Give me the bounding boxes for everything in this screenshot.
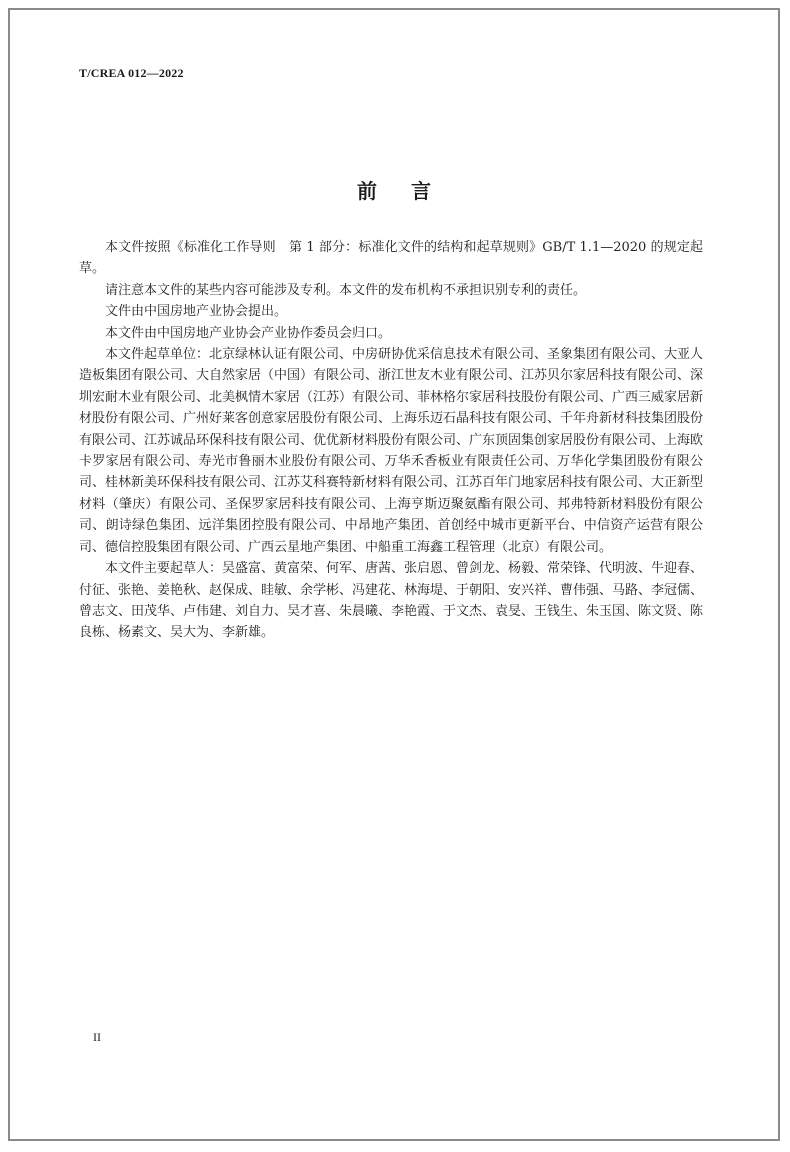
paragraph-drafting-rules: 本文件按照《标准化工作导则 第 1 部分：标准化文件的结构和起草规则》GB/T 1.1—2020 的规定起草。 bbox=[79, 240, 703, 277]
document-page bbox=[8, 8, 780, 1141]
section-title: 前言 bbox=[357, 179, 465, 203]
paragraph-drafters: 本文件主要起草人：吴盛富、黄富荣、何军、唐茜、张启恩、曾剑龙、杨毅、常荣锋、代明波、牛迎春、付征、张艳、姜艳秋、赵保成、眭敏、余学彬、冯建花、林海堤、于朝阳、安兴祥、曹伟强、马路、李冠儒、曾志文、田茂华、卢伟建、刘自力、吴才喜、朱晨曦、李艳霞、于文杰、袁旻、王钱生、朱玉国、陈文贤、陈良栋、杨素文、吴大为、李新雄。 bbox=[79, 561, 704, 641]
paragraph-proposer: 文件由中国房地产业协会提出。 bbox=[105, 304, 288, 320]
paragraph-responsible-committee: 本文件由中国房地产业协会产业协作委员会归口。 bbox=[105, 325, 392, 341]
paragraph-drafting-units: 本文件起草单位：北京绿林认证有限公司、中房研协优采信息技术有限公司、圣象集团有限公司、大亚人造板集团有限公司、大自然家居（中国）有限公司、浙江世友木业有限公司、江苏贝尔家居科技有限公司、深圳宏耐木业有限公司、北美枫情木家居（江苏）有限公司、菲林格尔家居科技股份有限公司、广西三威家居新材股份有限公司、广州好莱客创意家居股份有限公司、上海乐迈石晶科技有限公司、千年舟新材科技集团股份有限公司、江苏诚品环保科技有限公司、优优新材料股份有限公司、广东顶固集创家居股份有限公司、上海欧卡罗家居有限公司、寿光市鲁丽木业股份有限公司、万华禾香板业有限责任公司、万华化学集团股份有限公司、桂林新美环保科技有限公司、江苏艾科赛特新材料有限公司、江苏百年门地家居科技有限公司、大正新型材料（肇庆）有限公司、圣保罗家居科技有限公司、上海亨斯迈聚氨酯有限公司、邦弗特新材料股份有限公司、朗诗绿色集团、远洋集团控股有限公司、中昂地产集团、首创经中城市更新平台、中信资产运营有限公司、德信控股集团有限公司、广西云星地产集团、中船重工海鑫工程管理（北京）有限公司。 bbox=[79, 347, 704, 555]
paragraph-patent-notice: 请注意本文件的某些内容可能涉及专利。本文件的发布机构不承担识别专利的责任。 bbox=[105, 282, 587, 298]
foreword-body bbox=[79, 237, 703, 644]
document-code: T/CREA 012—2022 bbox=[79, 66, 184, 80]
page-number: II bbox=[93, 1030, 101, 1044]
